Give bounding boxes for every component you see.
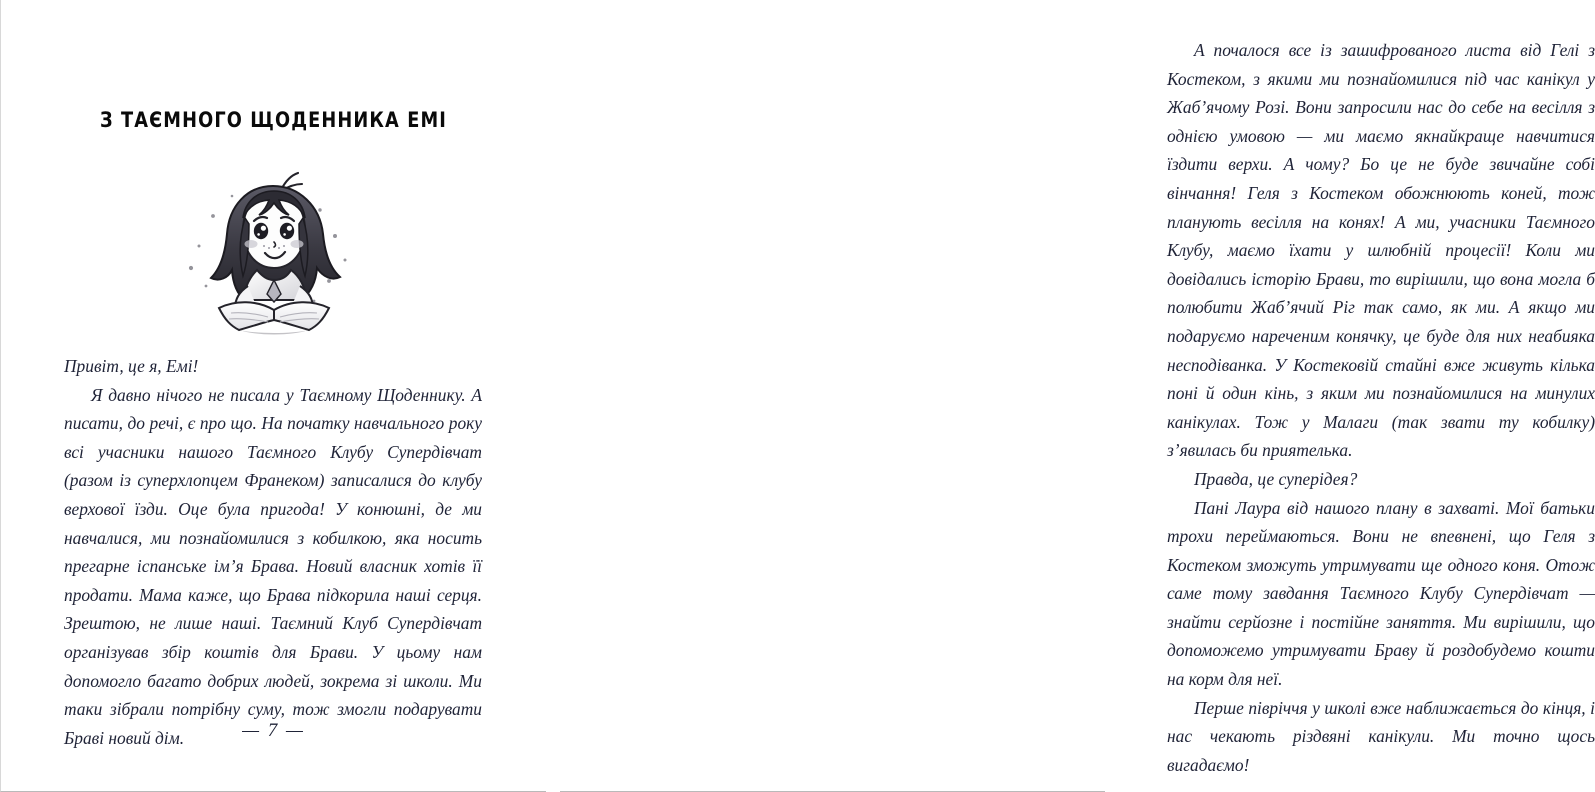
paragraph: Пані Лаура від нашого плану в захваті. Мої батьки трохи переймаються. Вони не впевнені, що Геля з Костеком зможуть утримувати ще одного коня. Отож саме тому завдання Таємного Клубу Супердівчат — знайти серйозне і постійне заняття. Ми вирішили, що допоможемо утримувати Браву й роздобудемо кошти на корм для неї. xyxy=(1167,497,1595,690)
right-page-body xyxy=(1167,36,1595,779)
paragraph: Правда, це суперідея? xyxy=(1193,468,1358,489)
girl-writing-in-diary-illustration xyxy=(169,160,379,335)
paragraph: А почалося все із зашифрованого листа від Гелі з Костеком, з якими ми познайомилися під час канікул у Жаб’ячому Розі. Вони запросили нас до себе на весілля з однією умовою — ми маємо якнайкраще навчитися їздити верхи. А чому? Бо це не буде звичайне собі вінчання! Геля з Костеком обожнюють коней, тож планують весілля на конях! А ми, учасники Таємного Клубу, маємо їхати у шлюбній процесії! Коли ми довідались історію Брави, то вирішили, що вона могла б полюбити Жаб’ячий Ріг так само, як ми. А якщо ми подаруємо нареченим конячку, це буде для них неабияка несподіванка. У Костековій стайні вже живуть кілька поні й один кінь, з яким ми познайомилися на минулих канікулах. Тож у Малаги (так звати ту кобилку) з’явилась би приятелька. xyxy=(1167,40,1595,461)
paragraph: Я давно нічого не писала у Таємному Щоденнику. А писати, до речі, є про що. На початку навчального року всі учасники нашого Таємного Клубу Супердівчат (разом із суперхлопцем Франеком) записалися до клубу верхової їзди. Оце була пригода! У конюшні, де ми навчалися, ми познайомилися з кобилкою, яка носить прегарне іспанське ім’я Брава. Новий власник хотів її продати. Мама каже, що Брава підкорила наші серця. Зрештою, не лише наші. Таємний Клуб Супердівчат організував збір коштів для Брави. У цьому нам допомогло багато добрих людей, зокрема зі школи. Ми таки зібрали потрібну суму, тож змогли подарувати Браві новий дім. xyxy=(64,384,482,748)
page-number: — 7 — xyxy=(242,720,305,741)
right-page xyxy=(560,0,1595,792)
paragraph: Привіт, це я, Емі! xyxy=(64,356,199,376)
spread-gutter xyxy=(546,0,560,792)
paragraph: Перше півріччя у школі вже наближається до кінця, і нас чекають різдвяні канікули. Ми точно щось вигадаємо! xyxy=(1167,697,1595,775)
left-page-body xyxy=(64,352,482,752)
left-page xyxy=(0,0,546,792)
chapter-title: З ТАЄМНОГО ЩОДЕННИКА ЕМІ xyxy=(99,108,448,132)
